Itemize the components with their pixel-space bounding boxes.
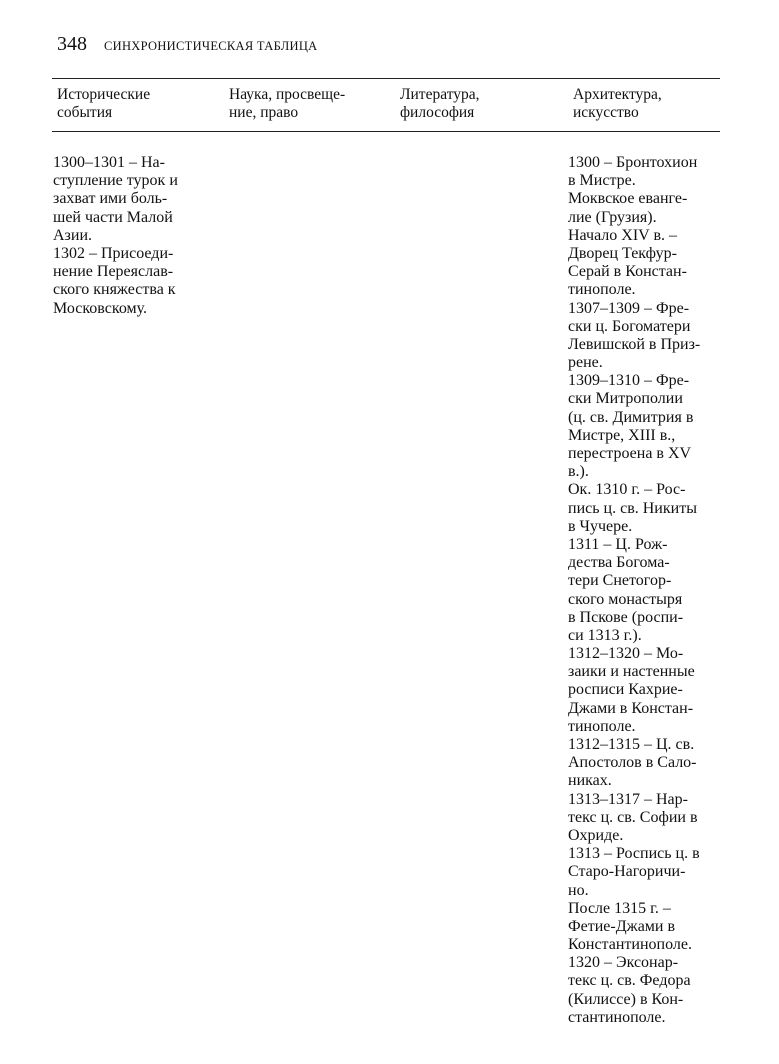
header-line: ние, право (229, 104, 299, 121)
text-line: 1313 – Роспись ц. в (568, 845, 700, 863)
text-line: 1300–1301 – На- (53, 154, 165, 171)
text-line: ски Митрополии (568, 390, 683, 408)
text-line: 1309–1310 – Фре- (568, 372, 690, 390)
column-header-history (57, 86, 150, 122)
text-line: 1307–1309 – Фре- (568, 299, 690, 317)
header-line: философия (400, 104, 475, 121)
text-line: захват ими боль- (53, 190, 168, 208)
column-header-architecture (573, 86, 662, 122)
text-line: перестроена в XV (568, 445, 692, 462)
page-number: 348 (57, 33, 87, 55)
text-line: ского княжества к (53, 281, 176, 299)
text-line: Дворец Текфур- (568, 244, 677, 262)
text-line: стантинополе. (568, 1008, 666, 1026)
table-header-rule (52, 131, 720, 132)
text-line: рене. (568, 354, 603, 372)
text-line: дества Богома- (568, 554, 670, 572)
column-header-science (229, 86, 345, 122)
header-line: события (57, 104, 113, 121)
text-line: Охриде. (568, 826, 624, 844)
text-line: тинополе. (568, 717, 636, 735)
text-line: Ок. 1310 г. – Рос- (568, 481, 686, 499)
text-line: 1300 – Бронтохион (568, 154, 698, 171)
text-line: в.). (568, 463, 589, 481)
text-line: (Килиссе) в Кон- (568, 990, 684, 1008)
text-line: пись ц. св. Никиты (568, 499, 697, 517)
header-line: Архитектура, (573, 86, 662, 103)
text-line: Мистре, XIII в., (568, 426, 676, 444)
text-line: 1312–1320 – Мо- (568, 645, 684, 663)
text-line: ски ц. Богоматери (568, 317, 691, 335)
column-architecture-art (568, 154, 718, 1027)
text-line: (ц. св. Димитрия в (568, 408, 694, 426)
text-line: Апостолов в Сало- (568, 754, 697, 772)
header-line: Литература, (400, 86, 480, 103)
text-line: Константинополе. (568, 936, 692, 954)
column-history-events (53, 154, 205, 318)
text-line: росписи Кахрие- (568, 681, 683, 699)
text-line: текс ц. св. Софии в (568, 808, 698, 826)
text-line: в Мистре. (568, 172, 636, 190)
text-line: в Пскове (роспи- (568, 608, 684, 626)
text-line: тинополе. (568, 281, 636, 299)
text-line: Левишской в Приз- (568, 335, 701, 353)
text-line: но. (568, 881, 589, 899)
header-line: искусство (573, 104, 639, 121)
text-line: си 1313 г.). (568, 626, 642, 644)
text-line: После 1315 г. – (568, 899, 671, 917)
header-line: Наука, просвеще- (229, 86, 346, 103)
text-line: заики и настенные (568, 663, 695, 681)
text-line: 1311 – Ц. Рож- (568, 535, 668, 553)
text-line: никах. (568, 772, 612, 790)
text-line: Азии. (53, 226, 92, 244)
text-line: в Чучере. (568, 517, 633, 535)
text-line: шей части Малой (53, 208, 173, 226)
text-line: ского монастыря (568, 590, 683, 608)
text-line: Начало XIV в. – (568, 226, 677, 244)
text-line: Фетие-Джами в (568, 917, 676, 935)
text-line: 1320 – Эксонар- (568, 954, 679, 972)
text-line: Московскому. (53, 299, 148, 317)
text-line: 1312–1315 – Ц. св. (568, 736, 695, 753)
text-line: Моквское еванге- (568, 190, 688, 208)
text-line: нение Переяслав- (53, 263, 174, 281)
text-line: Старо-Нагоричи- (568, 863, 686, 881)
text-line: 1302 – Присоеди- (53, 244, 174, 262)
text-line: Джами в Констан- (568, 699, 694, 717)
running-head: СИНХРОНИСТИЧЕСКАЯ ТАБЛИЦА (104, 39, 318, 53)
text-line: лие (Грузия). (568, 208, 657, 226)
text-line: тери Снетогор- (568, 572, 672, 590)
header-line: Исторические (57, 86, 151, 103)
text-line: текс ц. св. Федора (568, 972, 691, 990)
text-line: 1313–1317 – Нар- (568, 790, 688, 808)
text-line: Серай в Констан- (568, 263, 687, 281)
table-top-rule (52, 78, 720, 79)
text-line: ступление турок и (53, 172, 178, 190)
column-header-literature (400, 86, 480, 122)
